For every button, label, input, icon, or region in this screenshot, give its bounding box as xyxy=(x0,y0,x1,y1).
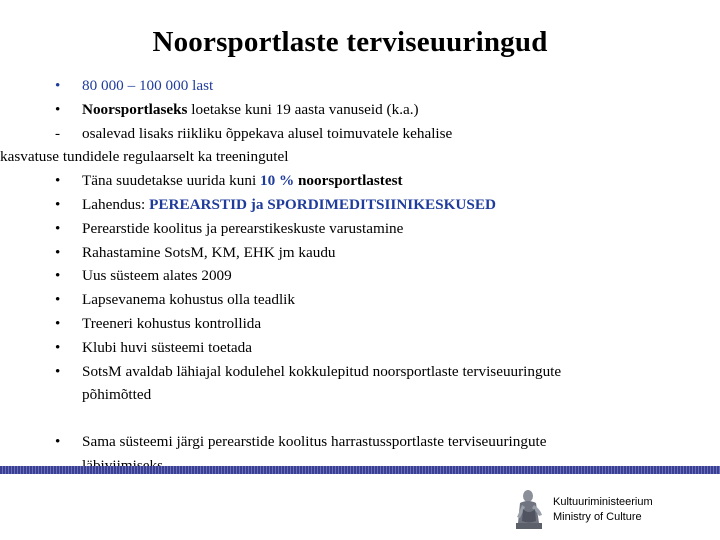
list-item-text: kasvatuse tundidele regulaarselt ka treeningutel xyxy=(0,148,289,166)
list-item-continuation xyxy=(0,145,640,169)
ministry-name-en: Ministry of Culture xyxy=(553,511,642,523)
bullet-marker: • xyxy=(55,267,61,285)
bullet-marker: • xyxy=(55,172,61,190)
list-item xyxy=(55,122,695,146)
list-item-text: Perearstide koolitus ja perearstikeskuste varustamine xyxy=(82,219,404,237)
list-item-text: Sama süsteemi järgi perearstide koolitus harrastussportlaste terviseuuringute xyxy=(82,433,547,451)
list-item-text-line2: põhimõtted xyxy=(82,386,152,404)
bullet-list xyxy=(0,74,695,478)
ministry-name xyxy=(553,495,653,525)
list-item xyxy=(55,241,695,265)
list-item xyxy=(55,360,695,408)
list-spacer xyxy=(55,407,695,430)
list-item-text: 80 000 – 100 000 last xyxy=(82,77,214,94)
statue-icon xyxy=(511,487,547,531)
list-item-text: SotsM avaldab lähiajal kodulehel kokkulepitud noorsportlaste terviseuuringute xyxy=(82,362,562,380)
list-item xyxy=(55,74,695,98)
list-item-text: Rahastamine SotsM, KM, EHK jm kaudu xyxy=(82,243,336,261)
list-item-text: Lapsevanema kohustus olla teadlik xyxy=(82,291,295,309)
bullet-marker: • xyxy=(55,195,61,213)
slide-title: Noorsportlaste terviseuuringud xyxy=(152,26,548,58)
bullet-marker: • xyxy=(55,433,61,451)
list-item-highlight: 10 % xyxy=(259,172,295,190)
bullet-marker: • xyxy=(55,362,61,380)
bullet-marker: • xyxy=(55,219,61,237)
list-item xyxy=(55,169,695,193)
list-item-text: Klubi huvi süsteemi toetada xyxy=(82,338,252,356)
ministry-name-et: Kultuuriministeerium xyxy=(553,496,653,508)
bullet-marker: • xyxy=(55,243,61,261)
bullet-marker: • xyxy=(55,338,61,356)
list-item-text: Treeneri kohustus kontrollida xyxy=(82,314,262,332)
bullet-marker: • xyxy=(55,77,61,94)
list-item-text: Täna suudetakse uurida kuni xyxy=(82,172,260,190)
list-item xyxy=(55,193,695,217)
dash-marker: - xyxy=(55,124,61,142)
list-item xyxy=(55,217,695,241)
list-item-text: Uus süsteem alates 2009 xyxy=(82,267,232,285)
list-item-text: loetakse kuni 19 aasta vanuseid (k.a.) xyxy=(187,100,419,118)
bullet-marker: • xyxy=(55,291,61,309)
list-item xyxy=(55,288,695,312)
ministry-logo xyxy=(511,487,711,531)
list-item xyxy=(55,336,695,360)
list-item-text: noorsportlastest xyxy=(294,172,403,190)
footer-divider xyxy=(0,466,720,474)
list-item-text: Lahendus: xyxy=(82,195,150,213)
list-item xyxy=(55,264,695,288)
list-item-text: osalevad lisaks riikliku õppekava alusel toimuvatele kehalise xyxy=(82,124,453,142)
bullet-marker: • xyxy=(55,314,61,332)
list-item-highlight: PEREARSTID ja SPORDIMEDITSIINIKESKUSED xyxy=(149,195,496,213)
list-item xyxy=(55,312,695,336)
bullet-marker: • xyxy=(55,100,61,118)
list-item-bold: Noorsportlaseks xyxy=(82,100,188,118)
list-item xyxy=(55,98,695,122)
